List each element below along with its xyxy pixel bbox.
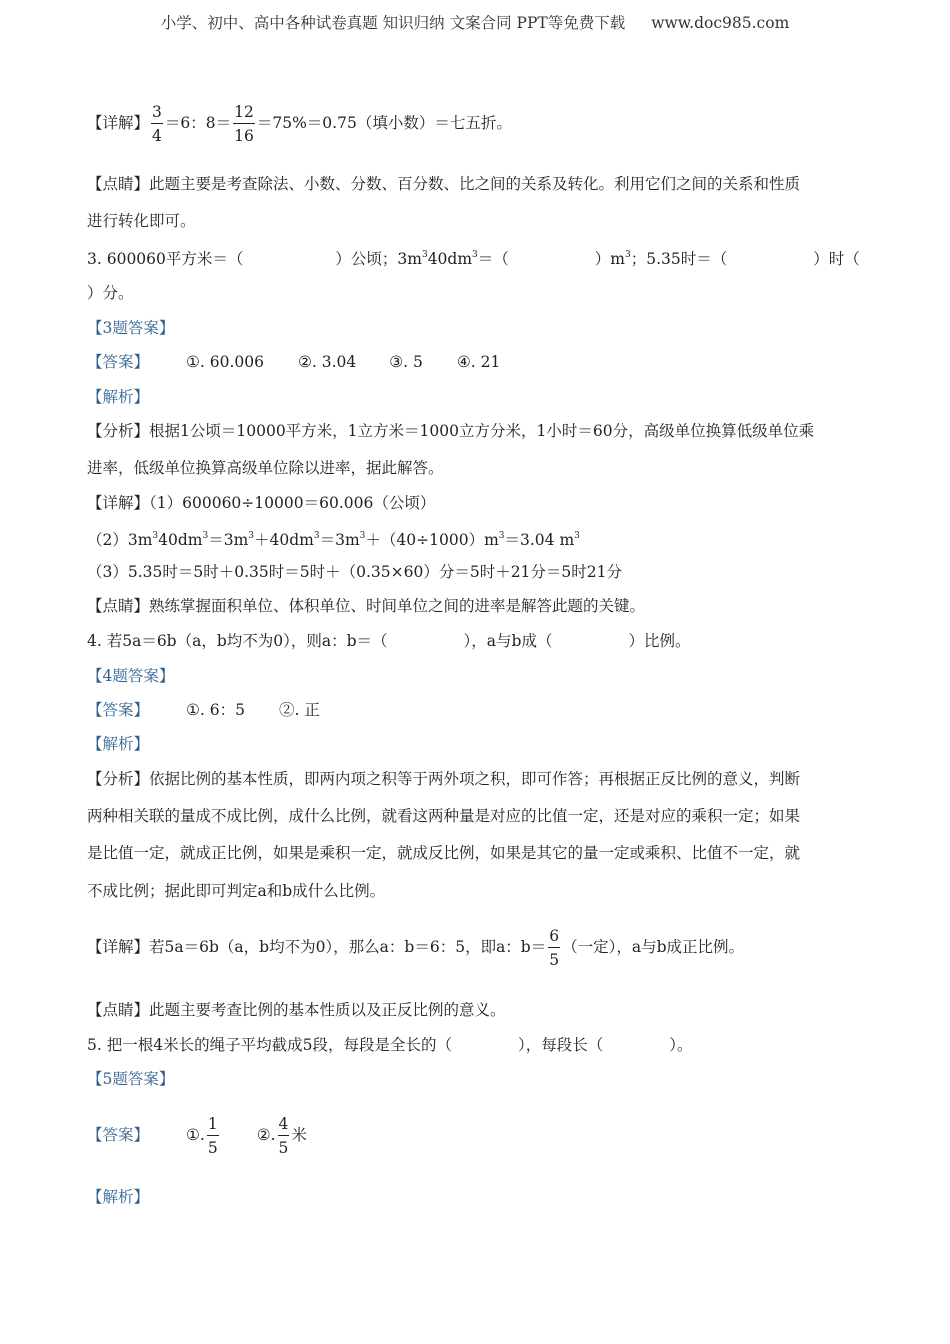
superscript: 3	[313, 531, 320, 541]
q5-answer-marker: ①.	[186, 1126, 205, 1144]
superscript: 3	[574, 531, 580, 541]
q3-detail-text: （2）3m	[87, 531, 153, 550]
superscript: 3	[421, 250, 428, 260]
q4-analysis-label: 【分析】	[87, 770, 150, 788]
q3-comment	[87, 596, 645, 616]
q5-answer-marker: ②.	[256, 1126, 276, 1144]
q3-answer-4: ④. 21	[456, 353, 501, 371]
q3-detail-line2	[87, 527, 580, 550]
fraction-denominator: 5	[207, 1139, 218, 1157]
header-text: 小学、初中、高中各种试卷真题 知识归纳 文案合同 PPT等免费下载	[160, 14, 626, 32]
fraction	[548, 926, 560, 970]
q2-detail	[87, 102, 512, 146]
q4-detail	[87, 926, 744, 970]
q3-comment-text: 熟练掌握面积单位、体积单位、时间单位之间的进率是解答此题的关键。	[149, 597, 646, 615]
page-header	[0, 11, 950, 33]
q3-question-text: ；5.35时＝（	[630, 250, 728, 269]
q4-question-text: 4. 若5a＝6b（a，b均不为0），则a：b＝（	[87, 632, 388, 650]
fraction	[278, 1114, 290, 1158]
q4-analysis-heading: 【解析】	[87, 735, 150, 753]
q5-question	[87, 1035, 692, 1055]
q3-answer	[87, 352, 500, 372]
q3-question-text: 3. 600060平方米＝（	[87, 250, 244, 269]
superscript: 3	[248, 531, 255, 541]
fraction-denominator: 5	[278, 1139, 289, 1157]
q4-answer-1: ①. 6：5	[186, 701, 245, 719]
q3-analysis-label: 【分析】	[87, 422, 150, 440]
q4-detail-text: （一定），a与b成正比例。	[562, 938, 745, 956]
q3-answer-label: 【答案】	[87, 353, 150, 371]
q4-answer	[87, 700, 320, 720]
fraction-numerator: 12	[233, 102, 255, 124]
q3-question-line2: ）分。	[87, 284, 134, 302]
q3-question-text: ）时（	[813, 250, 860, 269]
q3-analysis	[87, 421, 814, 441]
q4-question-text: ）比例。	[628, 632, 691, 650]
q4-answer-heading: 【4题答案】	[87, 667, 175, 685]
q5-answer-unit: 米	[291, 1126, 307, 1144]
q3-detail-text: ＝3m	[319, 531, 360, 550]
q3-question	[87, 246, 860, 269]
q4-question	[87, 631, 690, 651]
q3-analysis-heading: 【解析】	[87, 388, 150, 406]
q3-question-text: ＝（	[477, 250, 509, 269]
q3-answer-2: ②. 3.04	[298, 353, 357, 371]
fraction-numerator: 1	[207, 1114, 219, 1136]
q3-answer-1: ①. 60.006	[186, 353, 264, 371]
q3-question-text: 40dm	[427, 250, 473, 269]
q4-analysis-line1: 依据比例的基本性质，即两内项之积等于两外项之积，即可作答；再根据正反比例的意义，判断	[149, 770, 801, 788]
q3-detail-text: ＝3.04 m	[504, 531, 575, 550]
q4-comment	[87, 1000, 506, 1020]
q5-question-text: ）。	[669, 1036, 693, 1054]
q4-detail-text: 若5a＝6b（a，b均不为0），那么a：b＝6：5，即a：b＝	[149, 938, 547, 956]
q2-detail-label: 【详解】	[87, 114, 150, 132]
q4-comment-label: 【点睛】	[87, 1001, 150, 1019]
fraction-denominator: 5	[549, 951, 560, 969]
q4-comment-text: 此题主要考查比例的基本性质以及正反比例的意义。	[149, 1001, 506, 1019]
superscript: 3	[202, 531, 209, 541]
fraction-numerator: 4	[278, 1114, 290, 1136]
superscript: 3	[498, 531, 505, 541]
q4-analysis-line2: 两种相关联的量成不成比例，成什么比例，就看这两种量是对应的比值一定，还是对应的乘积一定；如果	[87, 807, 801, 825]
q5-question-text: 5. 把一根4米长的绳子平均截成5段，每段是全长的（	[87, 1036, 452, 1054]
superscript: 3	[359, 531, 366, 541]
superscript: 3	[472, 250, 478, 260]
fraction-denominator: 16	[234, 127, 254, 145]
q2-detail-text: ＝6：8＝	[164, 114, 232, 132]
q5-answer-heading: 【5题答案】	[87, 1070, 175, 1088]
fraction-numerator: 6	[548, 926, 560, 948]
fraction	[233, 102, 255, 146]
q3-detail-line3: （3）5.35时＝5时＋0.35时＝5时＋（0.35×60）分＝5时＋21分＝5时21分	[87, 563, 623, 581]
superscript: 3	[152, 531, 159, 541]
q2-comment-line2: 进行转化即可。	[87, 212, 196, 230]
q3-answer-3: ③. 5	[389, 353, 423, 371]
q3-detail-label: 【详解】	[87, 494, 150, 512]
q4-answer-label: 【答案】	[87, 701, 150, 719]
q4-analysis	[87, 769, 800, 789]
header-site: www.doc985.com	[651, 14, 790, 32]
q5-analysis-heading: 【解析】	[87, 1188, 150, 1206]
q3-analysis-line1: 根据1公顷＝10000平方米，1立方米＝1000立方分米，1小时＝60分，高级单位换算低级单位乘	[149, 422, 815, 440]
q3-question-text: ）m	[594, 250, 625, 269]
fraction	[151, 102, 163, 146]
q5-answer-label: 【答案】	[87, 1126, 150, 1144]
q4-analysis-line3: 是比值一定，就成正比例，如果是乘积一定，就成反比例，如果是其它的量一定或乘积、比值不一定，就	[87, 844, 801, 862]
q2-detail-text: ＝75%＝0.75（填小数）＝七五折。	[256, 114, 512, 132]
q2-comment	[87, 174, 800, 194]
q2-comment-label: 【点睛】	[87, 175, 150, 193]
q3-detail-text: ＋（40÷1000）m	[365, 531, 499, 550]
q3-detail	[87, 493, 435, 513]
q2-comment-line1: 此题主要是考查除法、小数、分数、百分数、比之间的关系及转化。利用它们之间的关系和性质	[149, 175, 801, 193]
q3-analysis-line2: 进率，低级单位换算高级单位除以进率，据此解答。	[87, 459, 444, 477]
q5-answer	[87, 1114, 307, 1158]
q3-detail-text: 40dm	[158, 531, 203, 550]
fraction-numerator: 3	[151, 102, 163, 124]
q3-comment-label: 【点睛】	[87, 597, 150, 615]
superscript: 3	[624, 250, 631, 260]
q3-answer-heading: 【3题答案】	[87, 319, 175, 337]
q5-question-text: ），每段长（	[517, 1036, 604, 1054]
fraction-denominator: 4	[152, 127, 162, 145]
q4-question-text: ），a与b成（	[463, 632, 553, 650]
q4-detail-label: 【详解】	[87, 938, 150, 956]
q4-answer-2: ②. 正	[279, 701, 320, 719]
q4-analysis-line4: 不成比例；据此即可判定a和b成什么比例。	[87, 882, 386, 900]
q3-detail-text: ＋40dm	[254, 531, 314, 550]
q3-question-text: ）公顷；3m	[335, 250, 422, 269]
q3-detail-line1: （1）600060÷10000＝60.006（公顷）	[149, 494, 436, 512]
q3-detail-text: ＝3m	[208, 531, 249, 550]
fraction	[207, 1114, 219, 1158]
